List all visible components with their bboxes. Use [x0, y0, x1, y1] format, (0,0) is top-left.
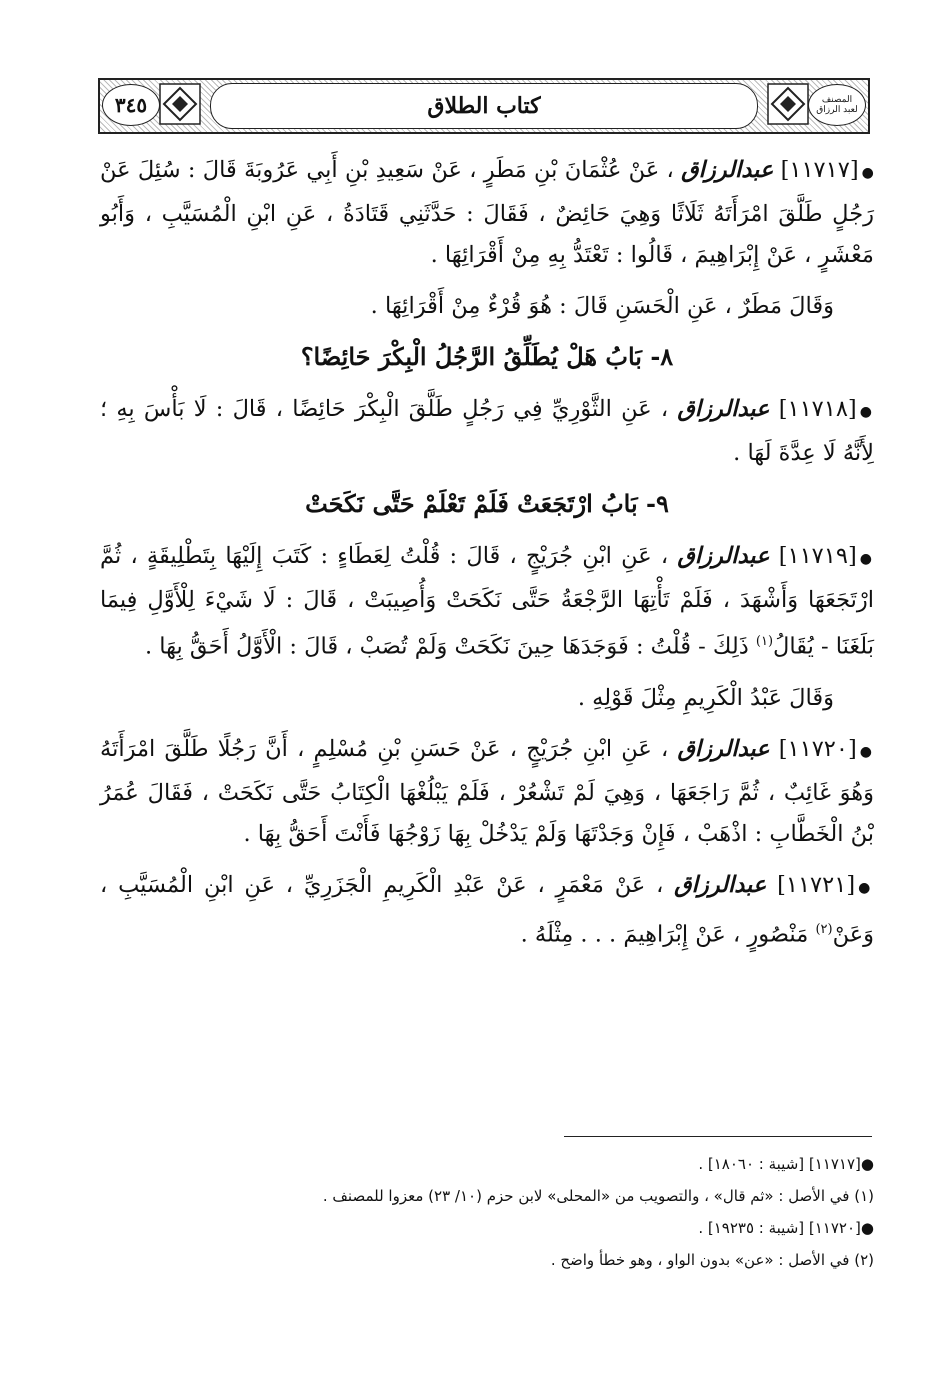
- narrator-name: عبدالرزاق: [674, 871, 767, 898]
- page-number: ٣٤٥: [114, 93, 148, 117]
- footnote-marker: (١): [755, 634, 774, 649]
- ornament-knot-icon: [766, 82, 810, 126]
- header-title-box: [210, 83, 758, 129]
- narrator-name: عبدالرزاق: [681, 157, 774, 183]
- footnote-2: (٢) في الأصل : «عن» بدون الواو ، وهو خطأ واضح .: [550, 1251, 874, 1269]
- hadith-number: [١١٧١٩]: [778, 543, 857, 569]
- chapter-heading-9: ٩- بَابُ ارْتَجَعَتْ فَلَمْ تَعْلَمْ حَتَّى نَكَحَتْ: [305, 489, 669, 518]
- publisher-logo: [808, 84, 866, 126]
- footnotes: [100, 1148, 874, 1276]
- hadith-text: ، عَنْ مَعْمَرٍ ، عَنْ عَبْدِ الْكَرِيمِ الْجَزَرِيِّ ، عَنِ ابْنِ الْمُسَيَّبِ ، وَعَنْ: [100, 871, 874, 947]
- footnote-1: (١) في الأصل : «ثم قال» ، والتصويب من «المحلى» لابن حزم (١٠/ ٢٣) معزوا للمصنف .: [322, 1187, 874, 1205]
- logo-text: المصنف لعبد الرزاق: [816, 95, 858, 115]
- hadith-text: ، عَنِ ابْنِ جُرَيْجٍ ، عَنْ حَسَنِ بْنِ مُسْلِمٍ ، أَنَّ رَجُلًا طَلَّقَ امْرَأَتَهُ وَهُوَ غَائِبٌ ، ثُمَّ رَاجَعَهَا ، وَهِيَ لَمْ تَشْعُرْ ، فَلَمْ يَبْلُغْهَا الْكِتَابُ حَتَّى نَكَحَتْ ، فَقَالَ عُمَرُ بْنُ الْخَطَّابِ : اذْهَبْ ، فَإِنْ وَجَدْتَهَا وَلَمْ يَدْخُلْ بِهَا زَوْجُهَا فَأَنْتَ أَحَقُّ بِهَا .: [100, 735, 874, 847]
- chapter-heading-8: ٨- بَابُ هَلْ يُطَلِّقُ الرَّجُلُ الْبِكْرَ حَائِضًا؟: [300, 342, 674, 371]
- hadith-text: ، عَنِ ابْنِ جُرَيْجٍ ، قَالَ : قُلْتُ لِعَطَاءٍ : كَتَبَ إِلَيْهَا بِتَطْلِيقَةٍ ، ثُمَّ ارْتَجَعَهَا وَأَشْهَدَ ، فَلَمْ تَأْتِهَا الرَّجْعَةُ حَتَّى نَكَحَتْ وَأُصِيبَتْ ، قَالَ : لَا شَيْءَ لِلْأَوَّلِ فِيمَا بَلَغَنَا - يُقَالُ: [100, 543, 874, 660]
- narrator-name: عبدالرزاق: [677, 396, 770, 422]
- page-header: [98, 78, 870, 134]
- hadith-number: [١١٧١٨]: [778, 396, 857, 422]
- hadith-11717: ●[١١٧١٧] عبدالرزاق ، عَنْ عُثْمَانَ بْنِ مَطَرٍ ، عَنْ سَعِيدِ بْنِ أَبِي عَرُوبَةَ قَالَ : سُئِلَ عَنْ رَجُلٍ طَلَّقَ امْرَأَتَهُ ثَلَاثًا وَهِيَ حَائِضٌ ، فَقَالَ : حَدَّثَنِي قَتَادَةُ ، عَنِ ابْنِ الْمُسَيَّبِ ، وَأَبُو مَعْشَرٍ ، عَنْ إِبْرَاهِيمَ ، قَالُوا : تَعْتَدُّ بِهِ مِنْ أَقْرَائِهَا .: [100, 157, 874, 268]
- hadith-number: [١١٧٢٠]: [778, 735, 857, 762]
- hadith-text: ، عَنِ الثَّوْرِيِّ فِي رَجُلٍ طَلَّقَ الْبِكْرَ حَائِضًا ، قَالَ : لَا بَأْسَ بِهِ ؛ لِأَنَّهُ لَا عِدَّةَ لَهَا .: [100, 396, 874, 466]
- hadith-11719-addendum: وَقَالَ عَبْدُ الْكَرِيمِ مِثْلَ قَوْلِهِ .: [577, 684, 834, 711]
- book-title: كتاب الطلاق: [427, 93, 541, 119]
- hadith-11721: ●[١١٧٢١] عبدالرزاق ، عَنْ مَعْمَرٍ ، عَنْ عَبْدِ الْكَرِيمِ الْجَزَرِيِّ ، عَنِ ابْنِ الْمُسَيَّبِ ، وَعَنْ$^{(٢)}$ مَنْصُورٍ ، عَنْ إِبْرَاهِيمَ . . . مِثْلَهُ .: [100, 871, 874, 947]
- hadith-11719: ●[١١٧١٩] عبدالرزاق ، عَنِ ابْنِ جُرَيْجٍ ، قَالَ : قُلْتُ لِعَطَاءٍ : كَتَبَ إِلَيْهَا بِتَطْلِيقَةٍ ، ثُمَّ ارْتَجَعَهَا وَأَشْهَدَ ، فَلَمْ تَأْتِهَا الرَّجْعَةُ حَتَّى نَكَحَتْ وَأُصِيبَتْ ، قَالَ : لَا شَيْءَ لِلْأَوَّلِ فِيمَا بَلَغَنَا - يُقَالُ$^{(١)}$ ذَلِكَ - قُلْتُ : فَوَجَدَهَا حِينَ نَكَحَتْ وَلَمْ تُصَبْ ، قَالَ : الْأَوَّلُ أَحَقُّ بِهَا .: [100, 543, 875, 660]
- hadith-11720: ●[١١٧٢٠] عبدالرزاق ، عَنِ ابْنِ جُرَيْجٍ ، عَنْ حَسَنِ بْنِ مُسْلِمٍ ، أَنَّ رَجُلًا طَلَّقَ امْرَأَتَهُ وَهُوَ غَائِبٌ ، ثُمَّ رَاجَعَهَا ، وَهِيَ لَمْ تَشْعُرْ ، فَلَمْ يَبْلُغْهَا الْكِتَابُ حَتَّى نَكَحَتْ ، فَقَالَ عُمَرُ بْنُ الْخَطَّابِ : اذْهَبْ ، فَإِنْ وَجَدْتَهَا وَلَمْ يَدْخُلْ بِهَا زَوْجُهَا فَأَنْتَ أَحَقُّ بِهَا .: [100, 735, 874, 847]
- footnote-source-11717: ●[١١٧١٧] [شيبة : ١٨٠٦٠] .: [698, 1155, 874, 1173]
- narrator-name: عبدالرزاق: [677, 543, 770, 569]
- footnote-marker: (٢): [815, 921, 833, 937]
- hadith-text: ، عَنْ عُثْمَانَ بْنِ مَطَرٍ ، عَنْ سَعِيدِ بْنِ أَبِي عَرُوبَةَ قَالَ : سُئِلَ عَنْ رَجُلٍ طَلَّقَ امْرَأَتَهُ ثَلَاثًا وَهِيَ حَائِضٌ ، فَقَالَ : حَدَّثَنِي قَتَادَةُ ، عَنِ ابْنِ الْمُسَيَّبِ ، وَأَبُو مَعْشَرٍ ، عَنْ إِبْرَاهِيمَ ، قَالُوا : تَعْتَدُّ بِهِ مِنْ أَقْرَائِهَا .: [100, 157, 874, 268]
- hadith-number: [١١٧٢١]: [777, 871, 856, 898]
- hadith-11717-addendum: وَقَالَ مَطَرٌ ، عَنِ الْحَسَنِ قَالَ : هُوَ قُرْءٌ مِنْ أَقْرَائِهَا .: [370, 293, 834, 319]
- footnote-source-11720: ●[١١٧٢٠] [شيبة : ١٩٢٣٥] .: [698, 1219, 874, 1237]
- narrator-name: عبدالرزاق: [677, 735, 770, 762]
- footnote-divider: [564, 1136, 872, 1137]
- hadith-text: ذَلِكَ - قُلْتُ : فَوَجَدَهَا حِينَ نَكَحَتْ وَلَمْ تُصَبْ ، قَالَ : الْأَوَّلُ أَحَقُّ بِهَا .: [144, 633, 749, 660]
- hadith-number: [١١٧١٧]: [780, 157, 859, 183]
- hadith-text: مَنْصُورٍ ، عَنْ إِبْرَاهِيمَ . . . مِثْلَهُ .: [520, 921, 809, 947]
- ornament-knot-icon: [158, 82, 202, 126]
- hadith-11718: ●[١١٧١٨] عبدالرزاق ، عَنِ الثَّوْرِيِّ فِي رَجُلٍ طَلَّقَ الْبِكْرَ حَائِضًا ، قَالَ : لَا بَأْسَ بِهِ ؛ لِأَنَّهُ لَا عِدَّةَ لَهَا .: [100, 396, 874, 466]
- page-body: [100, 150, 874, 965]
- page-number-oval: [102, 84, 160, 126]
